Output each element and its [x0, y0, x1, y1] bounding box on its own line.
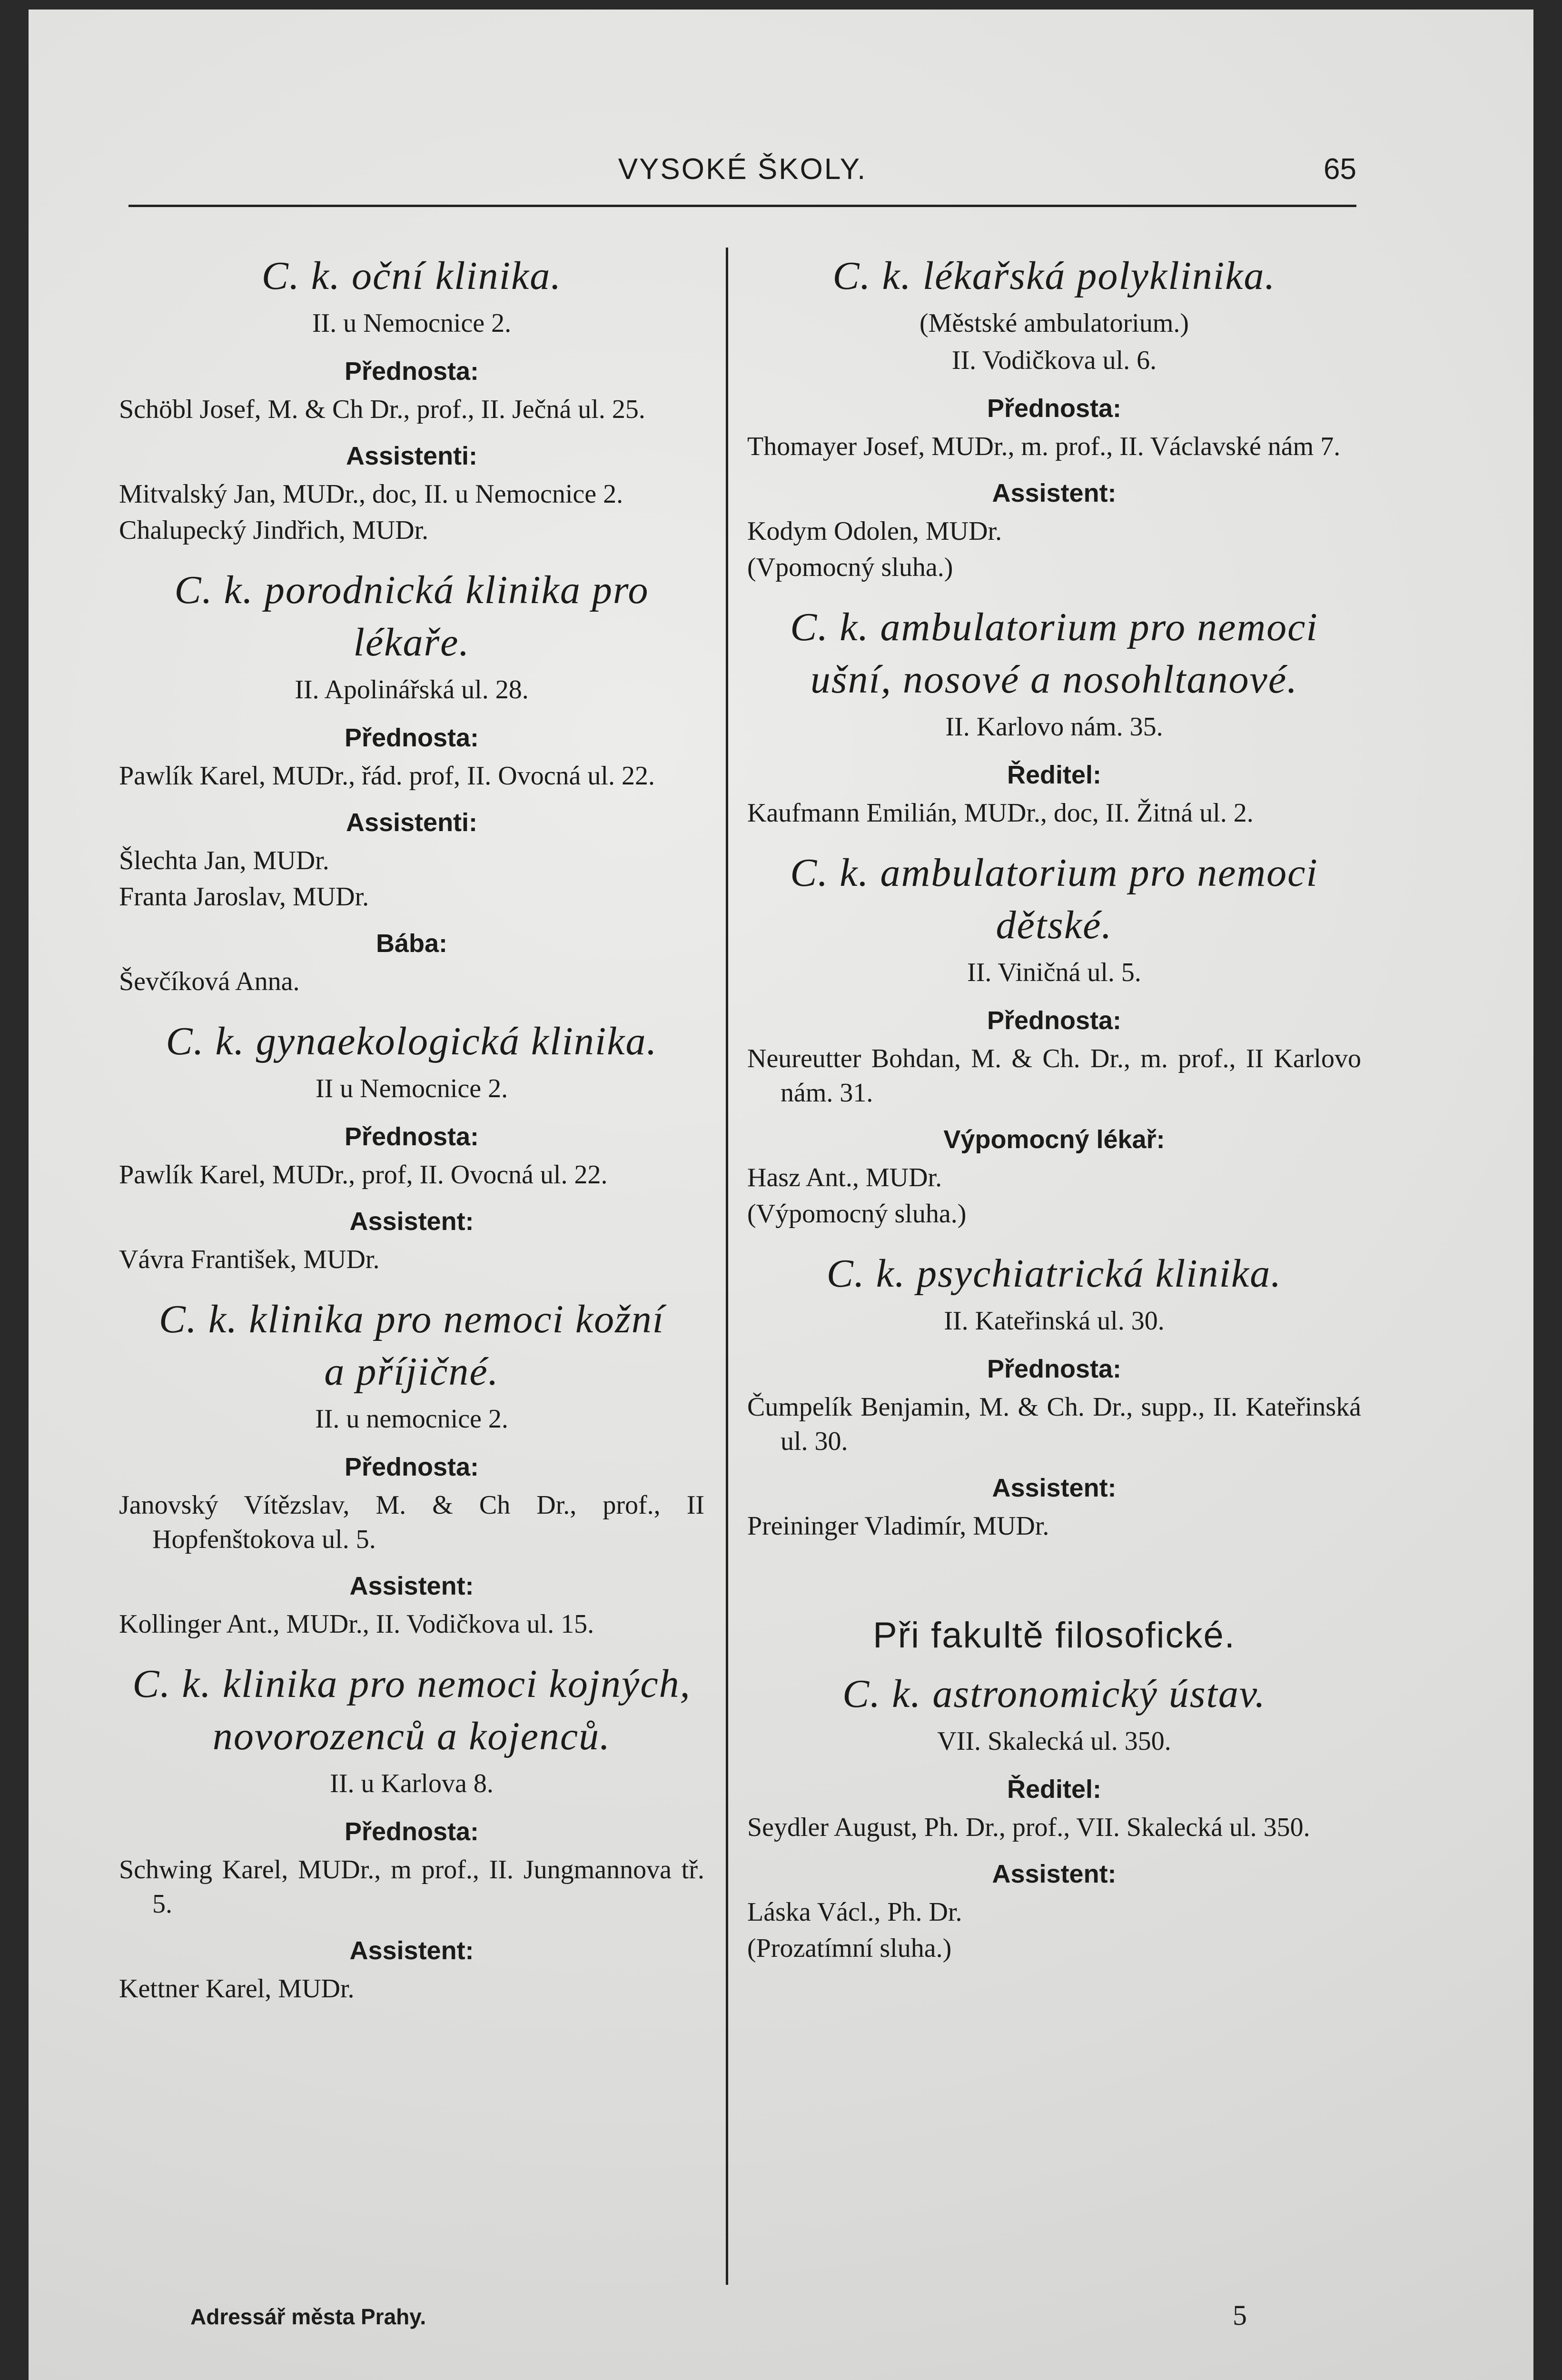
- institution-section: [747, 1250, 1361, 1543]
- person-entry: Kaufmann Emilián, MUDr., doc, II. Žitná ul. 2.: [747, 798, 1254, 828]
- role-heading: Assistent:: [349, 1207, 474, 1236]
- role-heading: Assistenti:: [346, 442, 478, 470]
- institution-address: II. Kateřinská ul. 30.: [944, 1306, 1165, 1336]
- institution-address: II. u Nemocnice 2.: [312, 308, 512, 338]
- institution-section: [119, 1018, 704, 1277]
- person-entry: Pawlík Karel, MUDr., řád. prof, II. Ovocná ul. 22.: [119, 761, 655, 791]
- institution-title: C. k. oční klinika.: [261, 254, 562, 298]
- left-column: [119, 252, 704, 2025]
- role-heading: Ředitel:: [1007, 761, 1102, 789]
- institution-title: ušní, nosové a nosohltanové.: [810, 657, 1298, 702]
- role-heading: Přednosta:: [987, 394, 1122, 423]
- right-column-medical: [747, 252, 1361, 1543]
- running-title: VYSOKÉ ŠKOLY.: [618, 153, 867, 186]
- person-entry: (Prozatímní sluha.): [747, 1934, 952, 1963]
- role-heading: Assistent:: [992, 479, 1117, 507]
- role-heading: Ředitel:: [1007, 1775, 1102, 1804]
- institution-section: [747, 252, 1361, 585]
- role-heading: Přednosta:: [987, 1355, 1122, 1383]
- institution-title: C. k. ambulatorium pro nemoci: [790, 605, 1318, 649]
- institution-address: II. Karlovo nám. 35.: [945, 712, 1163, 742]
- person-entry: Schwing Karel, MUDr., m prof., II. Jungmannova tř. 5.: [119, 1855, 704, 1919]
- person-entry: Ševčíková Anna.: [119, 967, 300, 996]
- institution-section: [119, 1296, 704, 1641]
- person-entry: Vávra František, MUDr.: [119, 1245, 380, 1274]
- institution-section: [747, 1670, 1361, 1965]
- institution-address: II. u nemocnice 2.: [315, 1404, 508, 1434]
- institution-section: [747, 604, 1361, 830]
- institution-section: [747, 849, 1361, 1231]
- institution-title: C. k. klinika pro nemoci kožní: [158, 1297, 665, 1341]
- role-heading: Přednosta:: [344, 724, 479, 752]
- role-heading: Assistent:: [992, 1474, 1117, 1502]
- person-entry: Mitvalský Jan, MUDr., doc, II. u Nemocnice 2.: [119, 479, 623, 509]
- institution-title: C. k. lékařská polyklinika.: [832, 254, 1276, 298]
- person-entry: Chalupecký Jindřich, MUDr.: [119, 516, 429, 545]
- role-heading: Výpomocný lékař:: [943, 1125, 1165, 1154]
- institution-section: [119, 566, 704, 999]
- page: [29, 10, 1533, 2380]
- institution-title: C. k. psychiatrická klinika.: [826, 1251, 1282, 1296]
- role-heading: Assistent:: [349, 1936, 474, 1965]
- institution-title: C. k. gynaekologická klinika.: [166, 1019, 658, 1063]
- institution-title: C. k. ambulatorium pro nemoci: [790, 851, 1318, 895]
- role-heading: Assistent:: [349, 1572, 474, 1600]
- institution-title: C. k. astronomický ústav.: [842, 1672, 1266, 1716]
- person-entry: Hasz Ant., MUDr.: [747, 1163, 942, 1192]
- institution-title: C. k. klinika pro nemoci kojných,: [132, 1662, 691, 1706]
- institution-title: novorozenců a kojenců.: [212, 1714, 611, 1758]
- person-entry: Thomayer Josef, MUDr., m. prof., II. Václavské nám 7.: [747, 432, 1341, 461]
- page-number: 65: [1324, 153, 1356, 186]
- role-heading: Přednosta:: [344, 357, 479, 386]
- person-entry: Šlechta Jan, MUDr.: [119, 846, 329, 875]
- institution-section: [119, 252, 704, 547]
- person-entry: (Výpomocný sluha.): [747, 1199, 967, 1229]
- role-heading: Přednosta:: [344, 1122, 479, 1151]
- page-header: [129, 148, 1356, 207]
- right-column-philosophy: [747, 1670, 1361, 1965]
- person-entry: Pawlík Karel, MUDr., prof, II. Ovocná ul. 22.: [119, 1160, 608, 1190]
- person-entry: Schöbl Josef, M. & Ch Dr., prof., II. Ječná ul. 25.: [119, 395, 645, 424]
- person-entry: Kollinger Ant., MUDr., II. Vodičkova ul. 15.: [119, 1609, 594, 1639]
- person-entry: Janovský Vítězslav, M. & Ch Dr., prof., II Hopfenštokova ul. 5.: [119, 1490, 704, 1554]
- person-entry: Čumpelík Benjamin, M. & Ch. Dr., supp., II. Kateřinská ul. 30.: [747, 1392, 1361, 1456]
- person-entry: Franta Jaroslav, MUDr.: [119, 882, 369, 912]
- institution-title: C. k. porodnická klinika pro: [174, 568, 649, 612]
- role-heading: Assistenti:: [346, 808, 478, 837]
- person-entry: Láska Václ., Ph. Dr.: [747, 1897, 962, 1927]
- person-entry: Kodym Odolen, MUDr.: [747, 516, 1002, 546]
- person-entry: (Vpomocný sluha.): [747, 553, 953, 582]
- role-heading: Přednosta:: [344, 1817, 479, 1846]
- footer-publication: Adressář města Prahy.: [190, 2304, 426, 2329]
- institution-title: dětské.: [996, 903, 1113, 947]
- institution-address: II. Apolinářská ul. 28.: [295, 675, 529, 704]
- role-heading: Přednosta:: [987, 1006, 1122, 1035]
- institution-address: (Městské ambulatorium.): [919, 308, 1189, 338]
- institution-title: lékaře.: [353, 620, 470, 664]
- column-divider: [726, 248, 728, 2285]
- role-heading: Assistent:: [992, 1860, 1117, 1888]
- institution-section: [119, 1660, 704, 2006]
- person-entry: Seydler August, Ph. Dr., prof., VII. Skalecká ul. 350.: [747, 1813, 1310, 1842]
- institution-address: II. u Karlova 8.: [330, 1769, 494, 1798]
- institution-address: VII. Skalecká ul. 350.: [937, 1726, 1171, 1756]
- role-heading: Přednosta:: [344, 1453, 479, 1481]
- institution-address: II. Viničná ul. 5.: [967, 958, 1141, 987]
- right-column: [747, 252, 1361, 1984]
- role-heading: Bába:: [376, 929, 448, 958]
- footer-signature: 5: [1233, 2300, 1247, 2331]
- institution-address: II u Nemocnice 2.: [315, 1074, 508, 1103]
- person-entry: Kettner Karel, MUDr.: [119, 1974, 355, 2003]
- institution-title: a příjičné.: [324, 1349, 499, 1394]
- institution-address: II. Vodičkova ul. 6.: [951, 346, 1157, 375]
- person-entry: Preininger Vladimír, MUDr.: [747, 1511, 1049, 1541]
- person-entry: Neureutter Bohdan, M. & Ch. Dr., m. prof., II Karlovo nám. 31.: [747, 1044, 1361, 1108]
- faculty-heading: Při fakultě filosofické.: [873, 1615, 1236, 1656]
